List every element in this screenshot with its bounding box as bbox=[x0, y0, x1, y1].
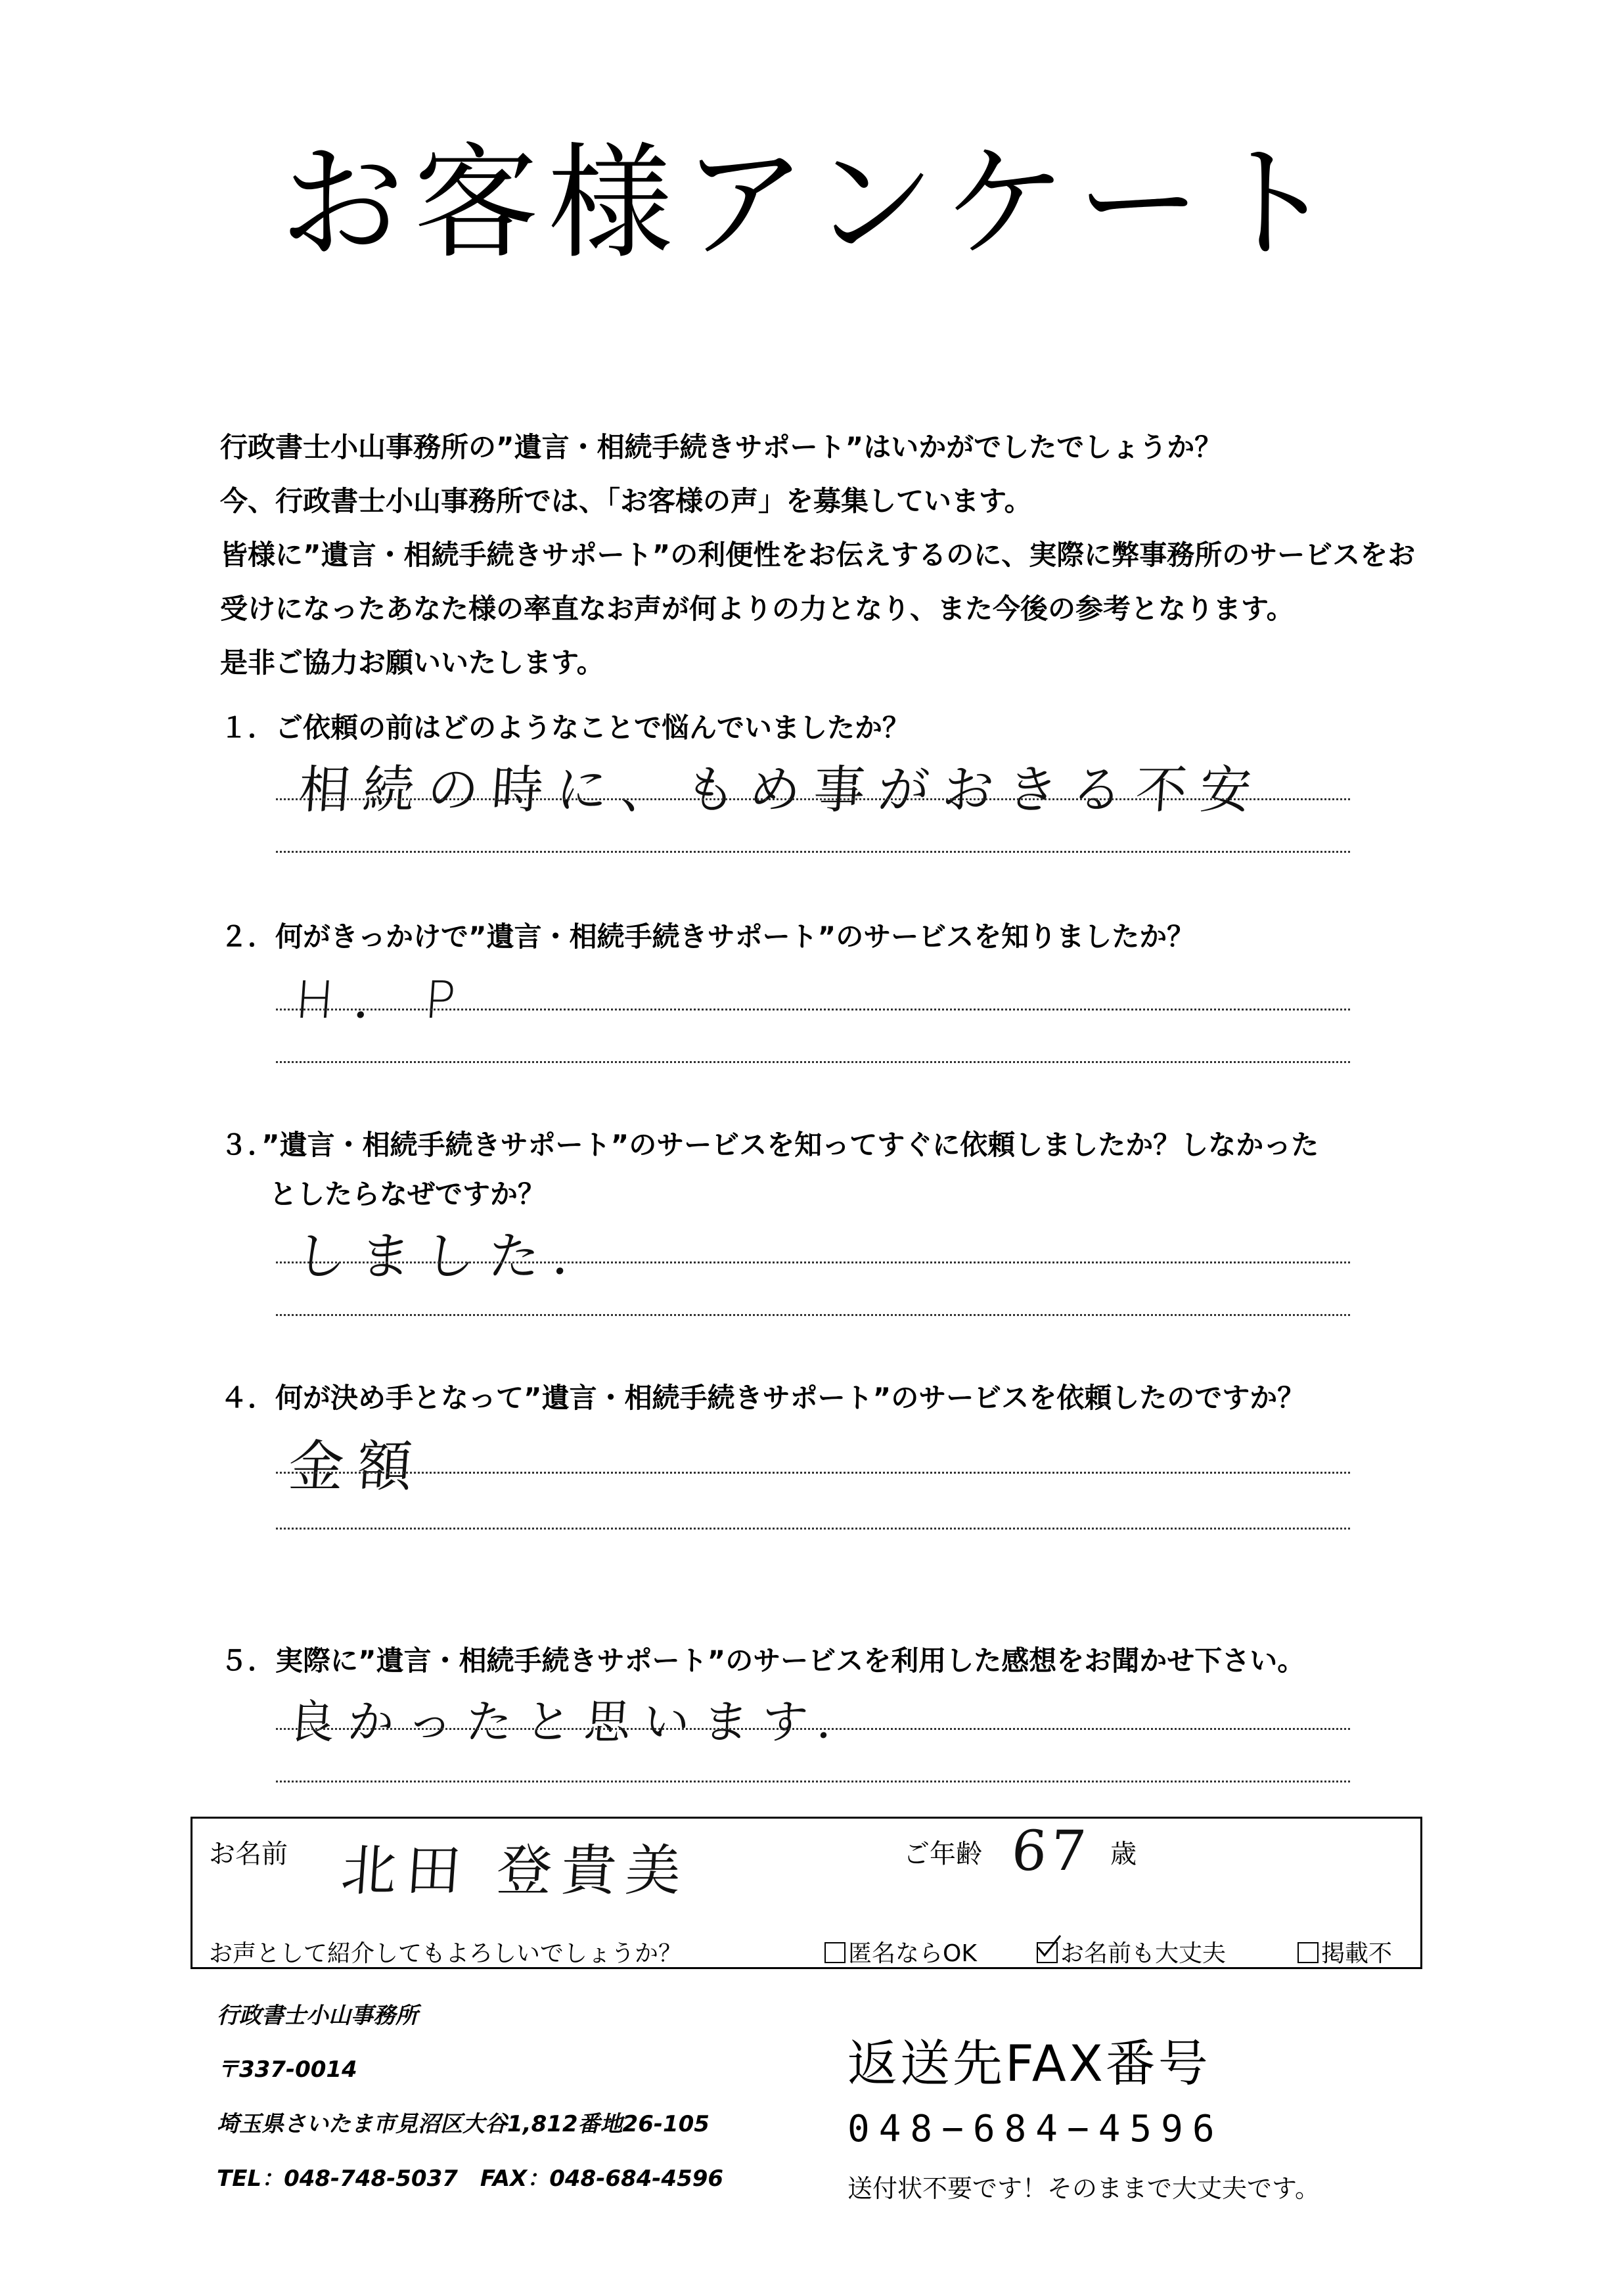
checkbox-name-ok[interactable] bbox=[1037, 1942, 1058, 1963]
fax-note: 送付状不要です！そのままで大丈夫です。 bbox=[847, 2174, 1320, 2203]
office-address: 埼玉県さいたま市見沼区大谷1,812番地26-105 bbox=[217, 2111, 710, 2137]
question-5: ５．実際に”遺言・相続手続きサポート”のサービスを利用した感想をお聞かせ下さい。 bbox=[220, 1645, 1305, 1677]
name-label: お名前 bbox=[209, 1839, 288, 1869]
answer-line bbox=[276, 1061, 1350, 1063]
question-3: ３．”遺言・相続手続きサポート”のサービスを知ってすぐに依頼しましたか？しなかった bbox=[220, 1129, 1319, 1161]
option-anonymous-label: 匿名ならOK bbox=[848, 1940, 977, 1967]
question-4: ４．何が決め手となって”遺言・相続手続きサポート”のサービスを依頼したのですか？ bbox=[220, 1382, 1305, 1414]
answer-line bbox=[276, 798, 1350, 800]
intro-text bbox=[220, 420, 1415, 690]
checkmark-icon bbox=[1034, 1934, 1063, 1961]
option-decline-label: 掲載不 bbox=[1321, 1940, 1393, 1967]
return-fax-title: 返送先FAX番号 bbox=[847, 2034, 1211, 2093]
intro-line: 受けになったあなた様の率直なお声が何よりの力となり、また今後の参考となります。 bbox=[220, 593, 1294, 625]
answer-line bbox=[276, 851, 1350, 853]
intro-line: 是非ご協力お願いいたします。 bbox=[220, 647, 604, 679]
option-decline[interactable] bbox=[1297, 1935, 1392, 1968]
answer-line bbox=[276, 1472, 1350, 1474]
question-1: １．ご依頼の前はどのようなことで悩んでいましたか？ bbox=[220, 712, 911, 744]
question-2: ２．何がきっかけで”遺言・相続手続きサポート”のサービスを知りましたか？ bbox=[220, 920, 1195, 953]
age-label: ご年齢 bbox=[903, 1839, 982, 1869]
return-fax-number: 048−684−4596 bbox=[847, 2108, 1224, 2150]
option-anonymous[interactable] bbox=[824, 1935, 977, 1968]
office-tel-fax: TEL：048-748-5037 FAX：048-684-4596 bbox=[217, 2166, 724, 2192]
answer-5: 良かったと思います． bbox=[286, 1695, 878, 1749]
consent-question: お声として紹介してもよろしいでしょうか？ bbox=[209, 1940, 683, 1967]
answer-line bbox=[276, 1781, 1350, 1782]
office-name: 行政書士小山事務所 bbox=[217, 2003, 418, 2029]
answer-3: しました． bbox=[293, 1227, 620, 1286]
option-name-ok-label: お名前も大丈夫 bbox=[1060, 1940, 1227, 1967]
checkbox-decline[interactable] bbox=[1297, 1942, 1319, 1963]
age-value: 67 bbox=[1009, 1819, 1093, 1883]
checkbox-anonymous[interactable] bbox=[824, 1942, 846, 1963]
answer-line bbox=[276, 1314, 1350, 1316]
answer-line bbox=[276, 1728, 1350, 1730]
answer-1: 相続の時に、もめ事がおきる不安 bbox=[296, 761, 1267, 820]
intro-line: 行政書士小山事務所の”遺言・相続手続きサポート”はいかがでしたでしょうか？ bbox=[220, 431, 1223, 463]
answer-2: H．P bbox=[293, 971, 478, 1030]
answer-line bbox=[276, 1528, 1350, 1530]
page-title: お客様アンケート bbox=[279, 131, 1345, 276]
answer-4: 金額 bbox=[286, 1434, 428, 1499]
question-3-cont: としたらなぜですか？ bbox=[269, 1178, 546, 1210]
option-name-ok[interactable] bbox=[1037, 1935, 1226, 1968]
intro-line: 皆様に”遺言・相続手続きサポート”の利便性をお伝えするのに、実際に弊事務所のサービスをお bbox=[220, 539, 1416, 571]
intro-line: 今、行政書士小山事務所では、「お客様の声」を募集しています。 bbox=[220, 485, 1032, 517]
answer-line bbox=[276, 1009, 1350, 1010]
age-unit: 歳 bbox=[1110, 1839, 1137, 1869]
postal-code: 〒337-0014 bbox=[217, 2056, 357, 2083]
answer-line bbox=[276, 1261, 1350, 1263]
name-value: 北田 登貴美 bbox=[339, 1838, 692, 1903]
